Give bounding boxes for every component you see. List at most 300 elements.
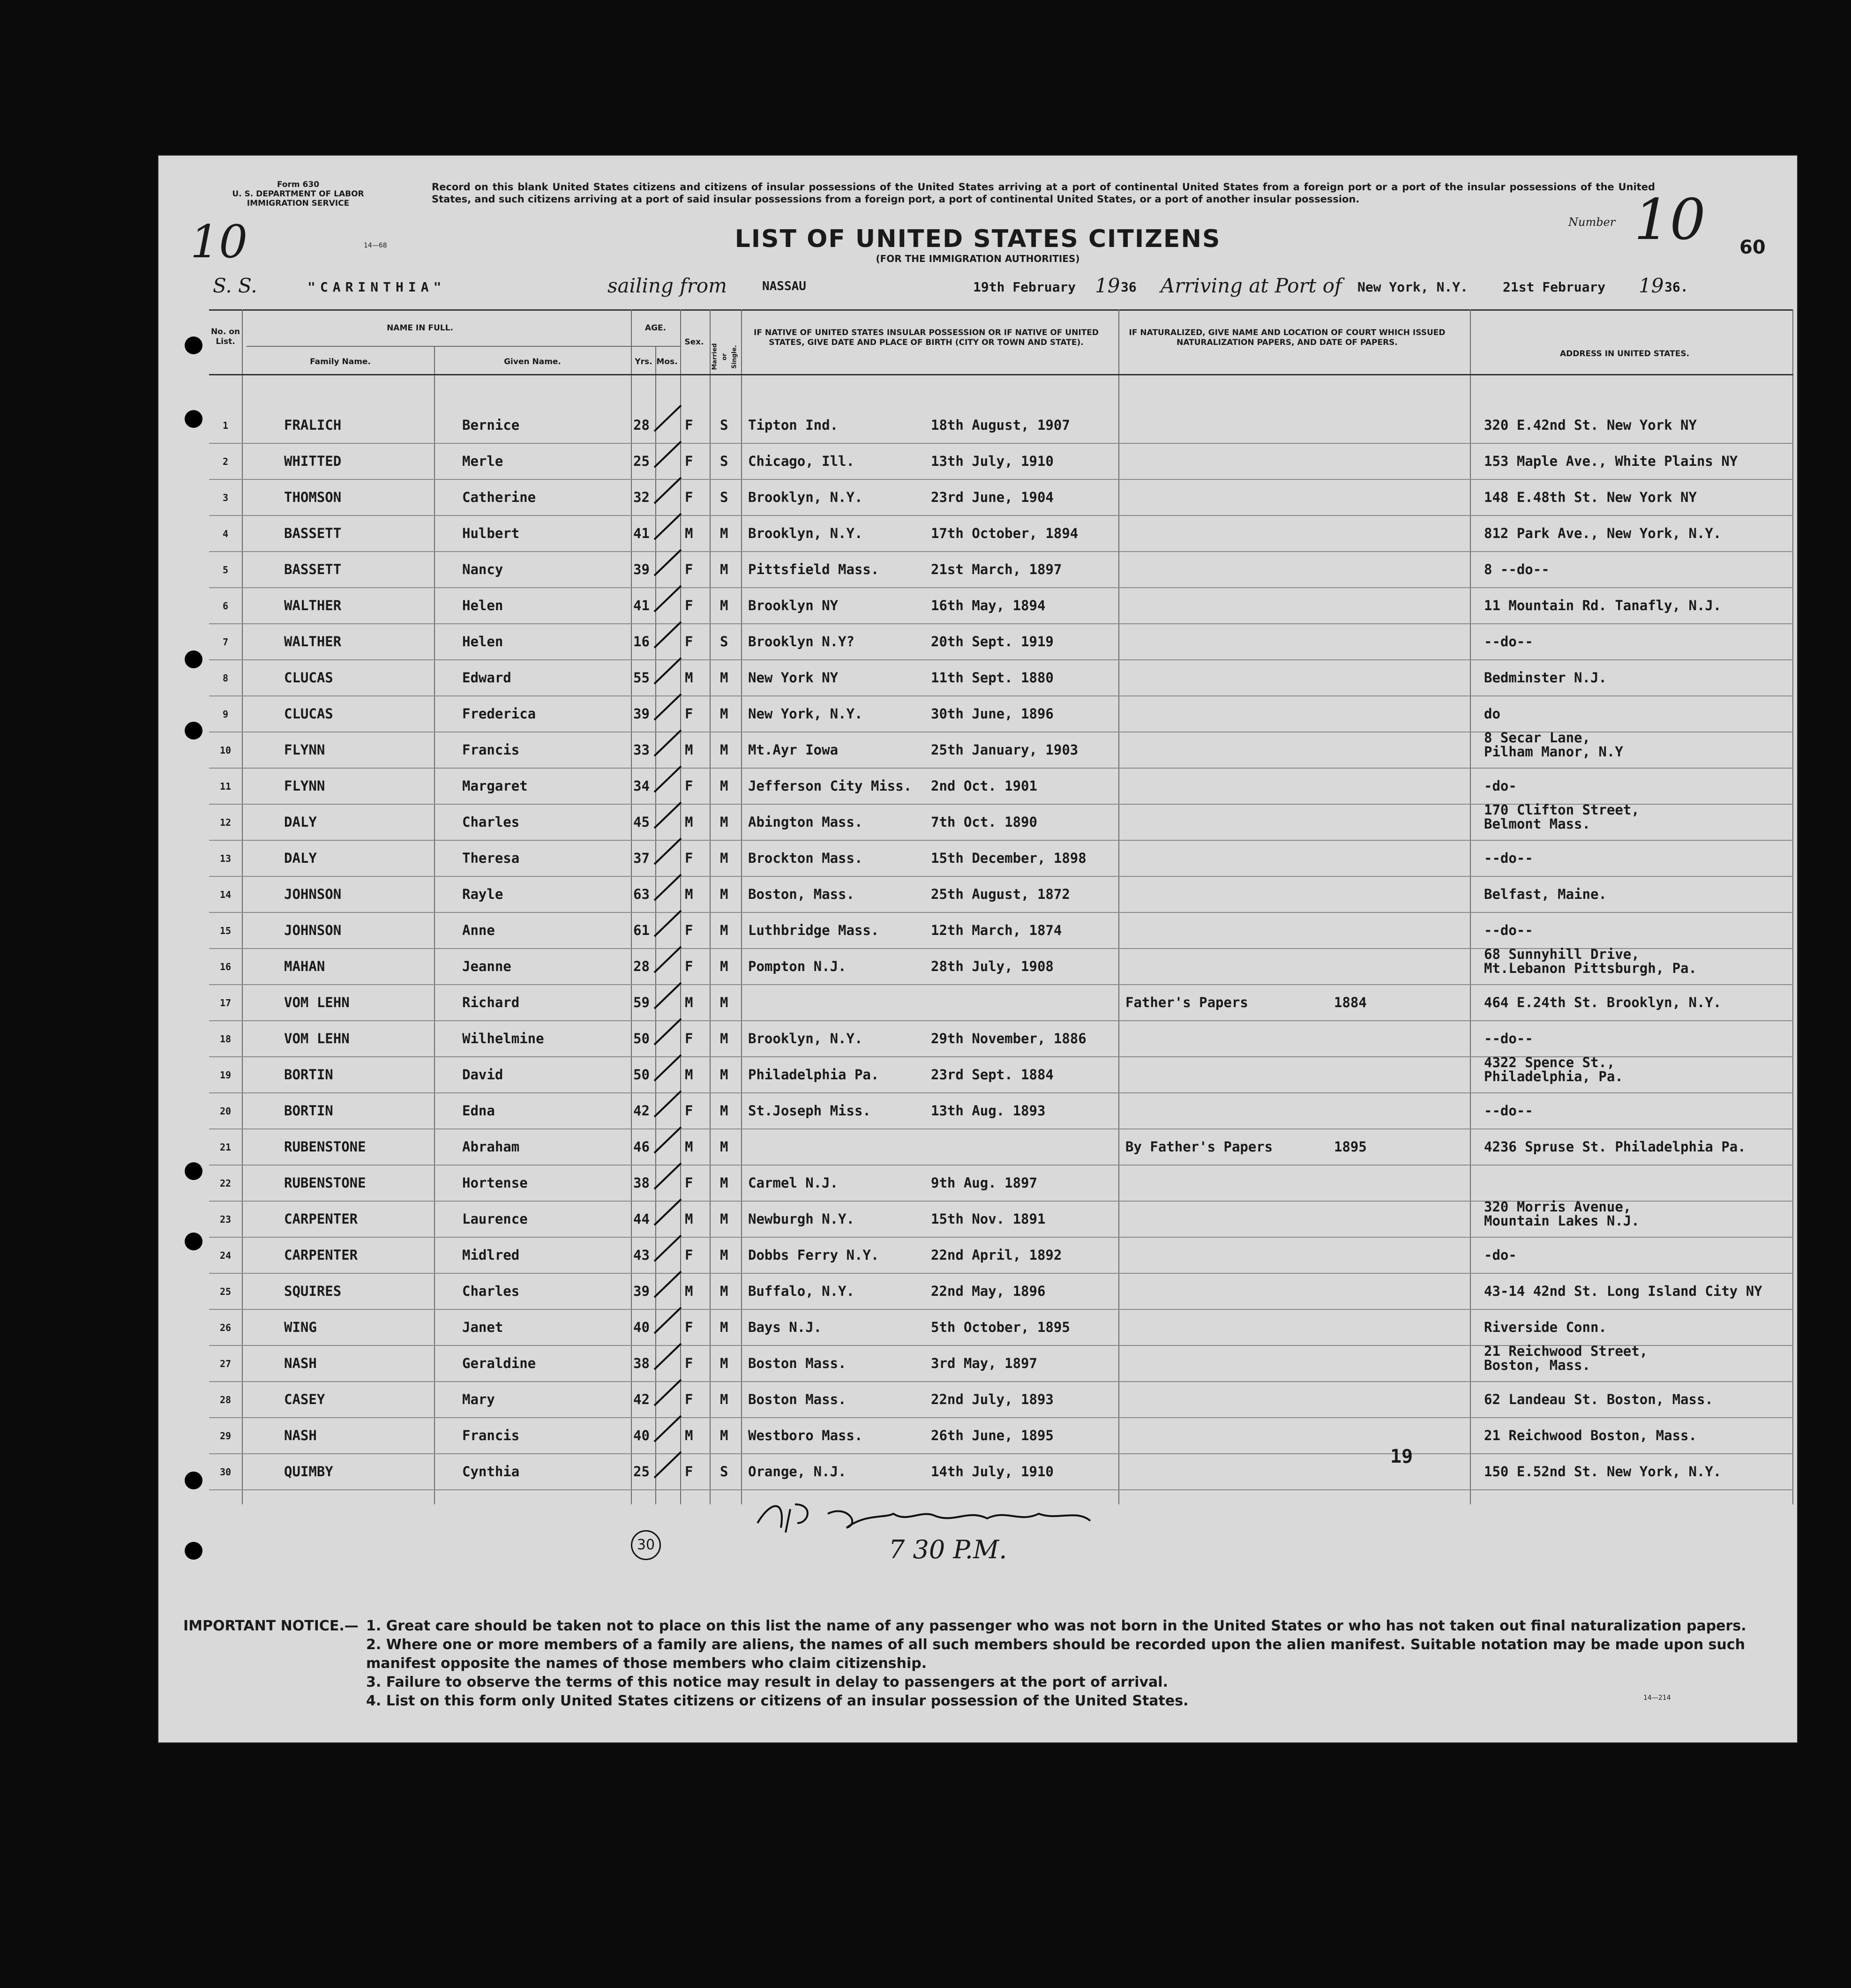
record-instructions: Record on this blank United States citizens and citizens of insular possessions of the United States arriving at a port of continental United States from a foreign port or a port of the insular possessions of the United States, and such citizens arriving at a port of said insular possessions from a foreign port, a port of continental United States, or a port of another insular possession.: [432, 181, 1655, 205]
row-number: 6: [222, 600, 229, 612]
name-sub-rule: [247, 346, 631, 347]
marital-status: M: [720, 1319, 728, 1335]
row-divider: [209, 1453, 1793, 1454]
address-line-1: 62 Landeau St. Boston, Mass.: [1484, 1391, 1713, 1407]
given-name: Helen: [462, 634, 503, 650]
birth-date: 16th May, 1894: [931, 598, 1046, 613]
ss-label: S. S.: [213, 274, 257, 297]
row-number: 14: [219, 889, 232, 900]
sex: F: [685, 958, 693, 974]
punch-hole: [185, 722, 202, 740]
check-mark: [652, 1161, 685, 1194]
signature: [753, 1495, 1118, 1539]
arriving-label: Arriving at Port of: [1161, 274, 1342, 297]
birth-place: Brooklyn, N.Y.: [748, 1031, 863, 1046]
age-years: 41: [633, 598, 650, 613]
age-years: 28: [633, 958, 650, 974]
sex: F: [685, 1247, 693, 1263]
birth-date: 23rd Sept. 1884: [931, 1067, 1054, 1083]
address-line-1: -do-: [1484, 778, 1517, 794]
punch-hole: [185, 1472, 202, 1489]
sex: M: [685, 994, 693, 1010]
given-name: Charles: [462, 814, 520, 830]
family-name: QUIMBY: [284, 1464, 333, 1480]
sex: F: [685, 417, 693, 433]
birth-date: 3rd May, 1897: [931, 1355, 1037, 1371]
year-to-prefix: 19: [1639, 274, 1664, 297]
age-years: 39: [633, 706, 650, 722]
check-mark: [652, 1377, 685, 1410]
row-number: 8: [222, 673, 229, 684]
age-years: 37: [633, 850, 650, 866]
row-number: 13: [219, 853, 232, 864]
marital-status: M: [720, 958, 728, 974]
circled-count: 30: [631, 1530, 661, 1560]
sex: F: [685, 850, 693, 866]
address-line-1: 464 E.24th St. Brooklyn, N.Y.: [1484, 994, 1722, 1010]
given-name: Francis: [462, 1427, 520, 1443]
col-birth: IF NATIVE OF UNITED STATES INSULAR POSSESSION OR IF NATIVE OF UNITED STATES, GIVE DATE AND PLACE OF BIRTH (CITY OR TOWN AND STATE).: [754, 328, 1099, 347]
row-divider: [209, 1381, 1793, 1382]
check-mark: [652, 620, 685, 652]
birth-date: 29th November, 1886: [931, 1031, 1087, 1046]
age-years: 50: [633, 1031, 650, 1046]
marital-status: M: [720, 1067, 728, 1083]
port-to: New York, N.Y.: [1357, 279, 1469, 295]
check-mark: [652, 980, 685, 1013]
sailing-label: sailing from: [607, 274, 727, 297]
row-number: 16: [219, 961, 232, 972]
age-years: 16: [633, 634, 650, 650]
given-name: Edna: [462, 1103, 495, 1119]
marital-status: M: [720, 1391, 728, 1407]
sex: M: [685, 1283, 693, 1299]
age-years: 41: [633, 525, 650, 541]
notice-item: 4. List on this form only United States citizens or citizens of an insular possession of the United States.: [366, 1693, 1189, 1709]
age-years: 42: [633, 1103, 650, 1119]
row-number: 9: [222, 709, 229, 720]
given-name: Bernice: [462, 417, 520, 433]
birth-place: Brooklyn, N.Y.: [748, 489, 863, 505]
row-divider: [209, 659, 1793, 660]
address-line-2: Pilham Manor, N.Y: [1484, 744, 1623, 760]
age-years: 61: [633, 922, 650, 938]
birth-place: Carmel N.J.: [748, 1175, 839, 1191]
marital-status: M: [720, 1247, 728, 1263]
row-number: 18: [219, 1033, 232, 1045]
birth-date: 15th December, 1898: [931, 850, 1087, 866]
small-form-code: 14—68: [364, 242, 387, 249]
check-mark: [652, 1341, 685, 1374]
row-number: 26: [219, 1322, 232, 1333]
birth-place: New York, N.Y.: [748, 706, 863, 722]
marital-status: M: [720, 742, 728, 758]
given-name: Rayle: [462, 886, 503, 902]
marital-status: M: [720, 922, 728, 938]
marital-status: M: [720, 850, 728, 866]
age-years: 33: [633, 742, 650, 758]
address-line-1: 4322 Spence St.,: [1484, 1054, 1615, 1070]
birth-place: Jefferson City Miss.: [748, 778, 912, 794]
family-name: FLYNN: [284, 742, 325, 758]
row-divider: [209, 1309, 1793, 1310]
marital-status: M: [720, 994, 728, 1010]
age-years: 55: [633, 670, 650, 686]
col-family: Family Name.: [310, 357, 371, 366]
punch-hole: [185, 1233, 202, 1250]
row-divider: [209, 515, 1793, 516]
birth-place: Boston Mass.: [748, 1391, 847, 1407]
birth-place: Brooklyn, N.Y.: [748, 525, 863, 541]
row-number: 4: [222, 528, 229, 539]
form-header-block: [228, 180, 368, 208]
notice-item: 3. Failure to observe the terms of this notice may result in delay to passengers at the port of arrival.: [366, 1674, 1168, 1690]
notice-label: IMPORTANT NOTICE.—: [183, 1618, 359, 1634]
row-divider: [209, 551, 1793, 552]
list-number: 10: [1634, 187, 1706, 253]
row-number: 28: [219, 1394, 232, 1405]
marital-status: M: [720, 525, 728, 541]
family-name: JOHNSON: [284, 886, 342, 902]
punch-hole: [185, 650, 202, 668]
family-name: WING: [284, 1319, 317, 1335]
address-line-1: Riverside Conn.: [1484, 1319, 1607, 1335]
birth-date: 11th Sept. 1880: [931, 670, 1054, 686]
family-name: VOM LEHN: [284, 1031, 350, 1046]
sex: F: [685, 922, 693, 938]
marital-status: M: [720, 1139, 728, 1155]
address-line-1: 150 E.52nd St. New York, N.Y.: [1484, 1464, 1722, 1480]
birth-place: Mt.Ayr Iowa: [748, 742, 839, 758]
given-name: Margaret: [462, 778, 528, 794]
given-name: Nancy: [462, 561, 503, 577]
address-line-1: --do--: [1484, 1103, 1533, 1119]
birth-place: Brooklyn N.Y?: [748, 634, 854, 650]
given-name: Midlred: [462, 1247, 520, 1263]
family-name: CLUCAS: [284, 706, 333, 722]
row-number: 7: [222, 636, 229, 648]
birth-place: Brockton Mass.: [748, 850, 863, 866]
address-line-1: 8 Secar Lane,: [1484, 730, 1590, 746]
birth-place: Pompton N.J.: [748, 958, 847, 974]
sex: M: [685, 1427, 693, 1443]
row-divider: [209, 623, 1793, 624]
address-line-1: 21 Reichwood Boston, Mass.: [1484, 1427, 1697, 1443]
punch-hole: [185, 410, 202, 428]
important-notice: [183, 1617, 1777, 1711]
col-married: Married or Single.: [711, 343, 738, 370]
check-mark: [652, 1269, 685, 1302]
birth-place: St.Joseph Miss.: [748, 1103, 871, 1119]
col-no: No. on List.: [210, 327, 240, 346]
check-mark: [652, 1233, 685, 1266]
birth-date: 22nd July, 1893: [931, 1391, 1054, 1407]
ship-name: "CARINTHIA": [307, 279, 446, 295]
family-name: RUBENSTONE: [284, 1139, 366, 1155]
check-mark: [652, 439, 685, 472]
address-line-1: --do--: [1484, 634, 1533, 650]
rule-v: [1792, 309, 1793, 1504]
address-line-1: 21 Reichwood Street,: [1484, 1343, 1648, 1359]
col-given: Given Name.: [504, 357, 561, 366]
given-name: Wilhelmine: [462, 1031, 544, 1046]
check-mark: [652, 800, 685, 833]
family-name: CARPENTER: [284, 1247, 358, 1263]
marital-status: S: [720, 489, 728, 505]
rule-v: [1470, 309, 1471, 1504]
row-divider: [209, 1417, 1793, 1418]
department-name: U. S. DEPARTMENT OF LABOR: [232, 189, 364, 199]
page-title: LIST OF UNITED STATES CITIZENS: [734, 225, 1221, 253]
rule-v: [1118, 309, 1119, 1504]
birth-date: 26th June, 1895: [931, 1427, 1054, 1443]
marital-status: S: [720, 417, 728, 433]
check-mark: [652, 403, 685, 436]
rule-v: [434, 347, 435, 1504]
check-mark: [652, 764, 685, 797]
check-mark: [652, 1125, 685, 1158]
birth-date: 28th July, 1908: [931, 958, 1054, 974]
birth-date: 20th Sept. 1919: [931, 634, 1054, 650]
birth-date: 5th October, 1895: [931, 1319, 1070, 1335]
family-name: MAHAN: [284, 958, 325, 974]
address-line-1: 812 Park Ave., New York, N.Y.: [1484, 525, 1722, 541]
page-subtitle: (FOR THE IMMIGRATION AUTHORITIES): [876, 253, 1080, 264]
row-number: 17: [219, 997, 232, 1009]
given-name: Richard: [462, 994, 520, 1010]
port-from: NASSAU: [762, 279, 806, 293]
birth-place: Westboro Mass.: [748, 1427, 863, 1443]
row-number: 22: [219, 1178, 232, 1189]
annotation-19: 19: [1390, 1446, 1413, 1467]
birth-place: Abington Mass.: [748, 814, 863, 830]
address-line-1: -do-: [1484, 1247, 1517, 1263]
naturalization-papers: By Father's Papers: [1125, 1139, 1273, 1155]
table-top-rule: [209, 309, 1793, 311]
birth-place: Chicago, Ill.: [748, 453, 854, 469]
col-yrs: Yrs.: [635, 357, 652, 366]
marital-status: M: [720, 1427, 728, 1443]
birth-date: 25th August, 1872: [931, 886, 1070, 902]
family-name: DALY: [284, 814, 317, 830]
row-divider: [209, 1273, 1793, 1274]
row-number: 2: [222, 456, 229, 467]
marital-status: M: [720, 1031, 728, 1046]
year-from-prefix: 19: [1095, 274, 1120, 297]
naturalization-papers: Father's Papers: [1125, 994, 1248, 1010]
family-name: CLUCAS: [284, 670, 333, 686]
age-years: 39: [633, 1283, 650, 1299]
check-mark: [652, 1089, 685, 1121]
family-name: VOM LEHN: [284, 994, 350, 1010]
marital-status: S: [720, 1464, 728, 1480]
family-name: BORTIN: [284, 1103, 333, 1119]
year-from: 36: [1121, 279, 1137, 295]
given-name: Theresa: [462, 850, 520, 866]
family-name: THOMSON: [284, 489, 342, 505]
form-number: Form 630: [277, 180, 320, 189]
notice-code: 14—214: [1643, 1694, 1671, 1702]
marital-status: M: [720, 778, 728, 794]
age-years: 43: [633, 1247, 650, 1263]
check-mark: [652, 547, 685, 580]
sex: F: [685, 561, 693, 577]
given-name: Hortense: [462, 1175, 528, 1191]
row-divider: [209, 1237, 1793, 1238]
row-number: 5: [222, 564, 229, 575]
family-name: NASH: [284, 1355, 317, 1371]
col-mos: Mos.: [656, 357, 678, 366]
row-divider: [209, 840, 1793, 841]
address-line-1: 320 Morris Avenue,: [1484, 1199, 1632, 1215]
given-name: Janet: [462, 1319, 503, 1335]
age-years: 25: [633, 453, 650, 469]
sex: M: [685, 670, 693, 686]
rule-v: [741, 309, 742, 1504]
row-divider: [209, 1092, 1793, 1093]
given-name: Catherine: [462, 489, 536, 505]
age-years: 46: [633, 1139, 650, 1155]
sex: F: [685, 489, 693, 505]
birth-date: 13th Aug. 1893: [931, 1103, 1046, 1119]
row-divider: [209, 695, 1793, 696]
check-mark: [652, 836, 685, 869]
rule-v: [710, 309, 711, 1504]
address-line-2: Mt.Lebanon Pittsburgh, Pa.: [1484, 960, 1697, 976]
sex: M: [685, 814, 693, 830]
notice-item: 1. Great care should be taken not to place on this list the name of any passenger who was not born in the United States or who has not taken out final naturalization papers.: [366, 1618, 1746, 1634]
check-mark: [652, 1016, 685, 1049]
manifest-sheet: [157, 155, 1798, 1743]
page-number-mark: 60: [1739, 237, 1766, 258]
given-name: Geraldine: [462, 1355, 536, 1371]
given-name: Laurence: [462, 1211, 528, 1227]
address-line-1: 170 Clifton Street,: [1484, 802, 1640, 818]
family-name: FLYNN: [284, 778, 325, 794]
family-name: JOHNSON: [284, 922, 342, 938]
row-divider: [209, 984, 1793, 985]
check-mark: [652, 692, 685, 725]
check-mark: [652, 475, 685, 508]
row-number: 3: [222, 492, 229, 503]
row-number: 12: [219, 817, 232, 828]
sex: M: [685, 1067, 693, 1083]
check-mark: [652, 1305, 685, 1338]
family-name: FRALICH: [284, 417, 342, 433]
family-name: WALTHER: [284, 598, 342, 613]
age-years: 44: [633, 1211, 650, 1227]
sex: F: [685, 598, 693, 613]
family-name: BASSETT: [284, 525, 342, 541]
family-name: CASEY: [284, 1391, 325, 1407]
birth-place: Boston, Mass.: [748, 886, 854, 902]
number-label: Number: [1568, 216, 1616, 229]
sex: F: [685, 1103, 693, 1119]
address-line-1: 43-14 42nd St. Long Island City NY: [1484, 1283, 1762, 1299]
punch-hole: [185, 1162, 202, 1180]
service-name: IMMIGRATION SERVICE: [247, 199, 350, 208]
rule-v: [242, 309, 243, 1504]
family-name: RUBENSTONE: [284, 1175, 366, 1191]
row-divider: [209, 876, 1793, 877]
marital-status: M: [720, 1283, 728, 1299]
age-years: 32: [633, 489, 650, 505]
left-handwritten-mark: 10: [190, 216, 248, 268]
row-number: 19: [219, 1069, 232, 1081]
check-mark: [652, 1197, 685, 1230]
address-line-1: 11 Mountain Rd. Tanafly, N.J.: [1484, 598, 1722, 613]
sex: F: [685, 1391, 693, 1407]
marital-status: M: [720, 1175, 728, 1191]
family-name: WHITTED: [284, 453, 342, 469]
notice-item: 2. Where one or more members of a family are aliens, the names of all such members should be recorded upon the alien manifest. Suitable notation may be made upon such manifest opposite the names of those members who claim citizenship.: [366, 1637, 1746, 1672]
family-name: BASSETT: [284, 561, 342, 577]
given-name: Anne: [462, 922, 495, 938]
birth-place: Newburgh N.Y.: [748, 1211, 854, 1227]
row-divider: [209, 1489, 1793, 1490]
row-number: 20: [219, 1106, 232, 1117]
check-mark: [652, 583, 685, 616]
given-name: Cynthia: [462, 1464, 520, 1480]
address-line-1: 68 Sunnyhill Drive,: [1484, 946, 1640, 962]
birth-date: 22nd April, 1892: [931, 1247, 1062, 1263]
given-name: Hulbert: [462, 525, 520, 541]
birth-date: 17th October, 1894: [931, 525, 1079, 541]
sex: F: [685, 1031, 693, 1046]
age-years: 63: [633, 886, 650, 902]
col-sex: Sex.: [684, 337, 704, 347]
given-name: Mary: [462, 1391, 495, 1407]
birth-place: Pittsfield Mass.: [748, 561, 879, 577]
family-name: NASH: [284, 1427, 317, 1443]
birth-date: 7th Oct. 1890: [931, 814, 1037, 830]
birth-date: 14th July, 1910: [931, 1464, 1054, 1480]
birth-date: 18th August, 1907: [931, 417, 1070, 433]
address-line-1: Bedminster N.J.: [1484, 670, 1607, 686]
marital-status: M: [720, 1355, 728, 1371]
age-years: 59: [633, 994, 650, 1010]
row-number: 21: [219, 1142, 232, 1153]
given-name: Jeanne: [462, 958, 511, 974]
marital-status: M: [720, 561, 728, 577]
sex: M: [685, 742, 693, 758]
marital-status: S: [720, 453, 728, 469]
given-name: Abraham: [462, 1139, 520, 1155]
row-number: 15: [219, 925, 232, 936]
age-years: 39: [633, 561, 650, 577]
address-line-1: --do--: [1484, 1031, 1533, 1046]
marital-status: M: [720, 598, 728, 613]
address-line-1: 8 --do--: [1484, 561, 1550, 577]
marital-status: M: [720, 706, 728, 722]
address-line-1: --do--: [1484, 850, 1533, 866]
row-number: 11: [219, 781, 232, 792]
col-name-in-full: NAME IN FULL.: [387, 323, 453, 333]
birth-place: New York NY: [748, 670, 839, 686]
check-mark: [652, 908, 685, 941]
given-name: Helen: [462, 598, 503, 613]
row-number: 27: [219, 1358, 232, 1369]
age-years: 40: [633, 1319, 650, 1335]
address-line-1: --do--: [1484, 922, 1533, 938]
row-number: 10: [219, 745, 232, 756]
birth-place: Boston Mass.: [748, 1355, 847, 1371]
marital-status: M: [720, 886, 728, 902]
row-number: 23: [219, 1214, 232, 1225]
address-line-2: Boston, Mass.: [1484, 1357, 1590, 1373]
check-mark: [652, 728, 685, 761]
given-name: Edward: [462, 670, 511, 686]
